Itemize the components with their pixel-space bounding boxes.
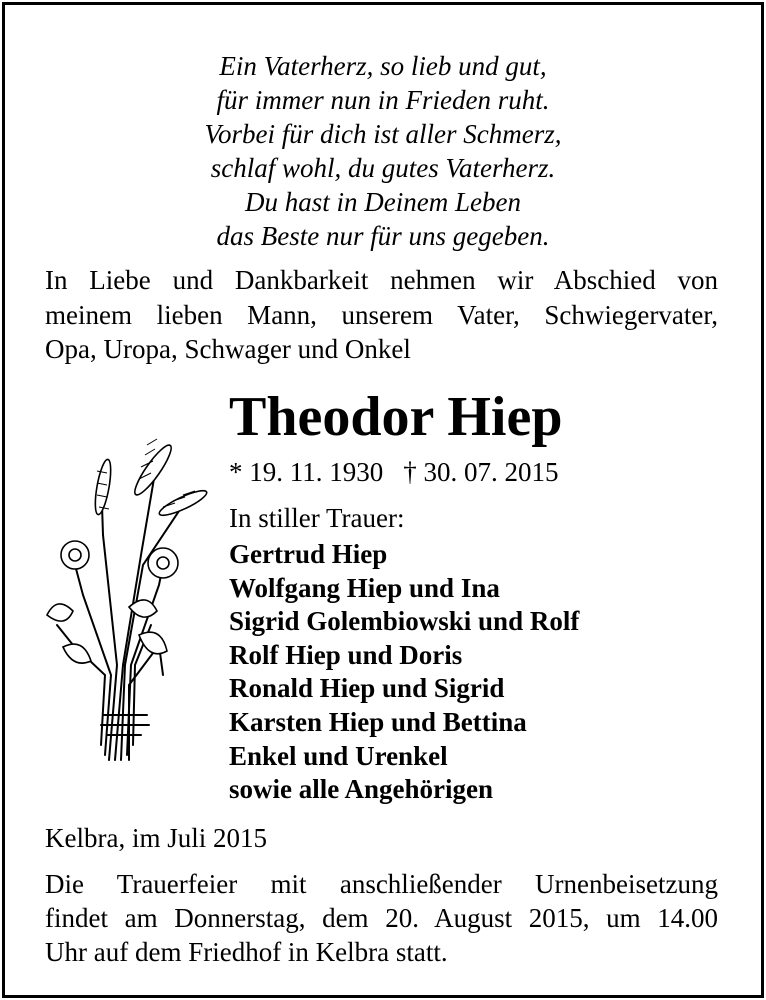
poem-line: schlaf wohl, du gutes Vaterherz. [210, 153, 556, 183]
poem-line: Ein Vaterherz, so lieb und gut, [219, 51, 547, 81]
poem-line: Du hast in Deinem Leben [245, 187, 521, 217]
mourner-name: sowie alle Angehörigen [229, 774, 493, 805]
mourner-name: Sigrid Golembiowski und Rolf [229, 606, 580, 637]
death-date: † 30. 07. 2015 [403, 457, 559, 487]
service-line: Uhr auf dem Friedhof in Kelbra statt. [45, 937, 448, 967]
mourner-name: Enkel und Urenkel [229, 740, 448, 771]
farewell-intro [45, 263, 718, 367]
life-dates [229, 455, 559, 489]
service-line: findet am Donnerstag, dem 20. August 2015, um 14.00 [45, 903, 718, 933]
deceased-name: Theodor Hiep [229, 386, 563, 448]
poem-line: für immer nun in Frieden ruht. [216, 85, 550, 115]
mourner-name: Karsten Hiep und Bettina [229, 706, 527, 737]
intro-line: meinem lieben Mann, unserem Vater, Schwiegervater, [45, 299, 718, 330]
mourners-label: In stiller Trauer: [229, 503, 405, 533]
funeral-service-info [45, 867, 718, 969]
wheat-and-flowers-bouquet-icon [43, 415, 213, 765]
mourner-name: Wolfgang Hiep und Ina [229, 572, 500, 603]
birth-date: * 19. 11. 1930 [229, 457, 384, 487]
service-line: Die Trauerfeier mit anschließender Urnenbeisetzung [45, 869, 718, 899]
place-and-date: Kelbra, im Juli 2015 [45, 823, 267, 853]
mourner-name: Gertrud Hiep [229, 539, 388, 569]
poem-line: Vorbei für dich ist aller Schmerz, [204, 119, 562, 149]
poem-line: das Beste nur für uns gegeben. [216, 221, 550, 251]
intro-line: Opa, Uropa, Schwager und Onkel [45, 334, 411, 364]
poem [5, 49, 761, 253]
mourner-name: Rolf Hiep und Doris [229, 639, 463, 670]
obituary-notice [2, 2, 764, 998]
intro-line: In Liebe und Dankbarkeit nehmen wir Abschied von [45, 265, 718, 295]
mourner-name: Ronald Hiep und Sigrid [229, 673, 505, 704]
mourners-list [229, 538, 579, 807]
